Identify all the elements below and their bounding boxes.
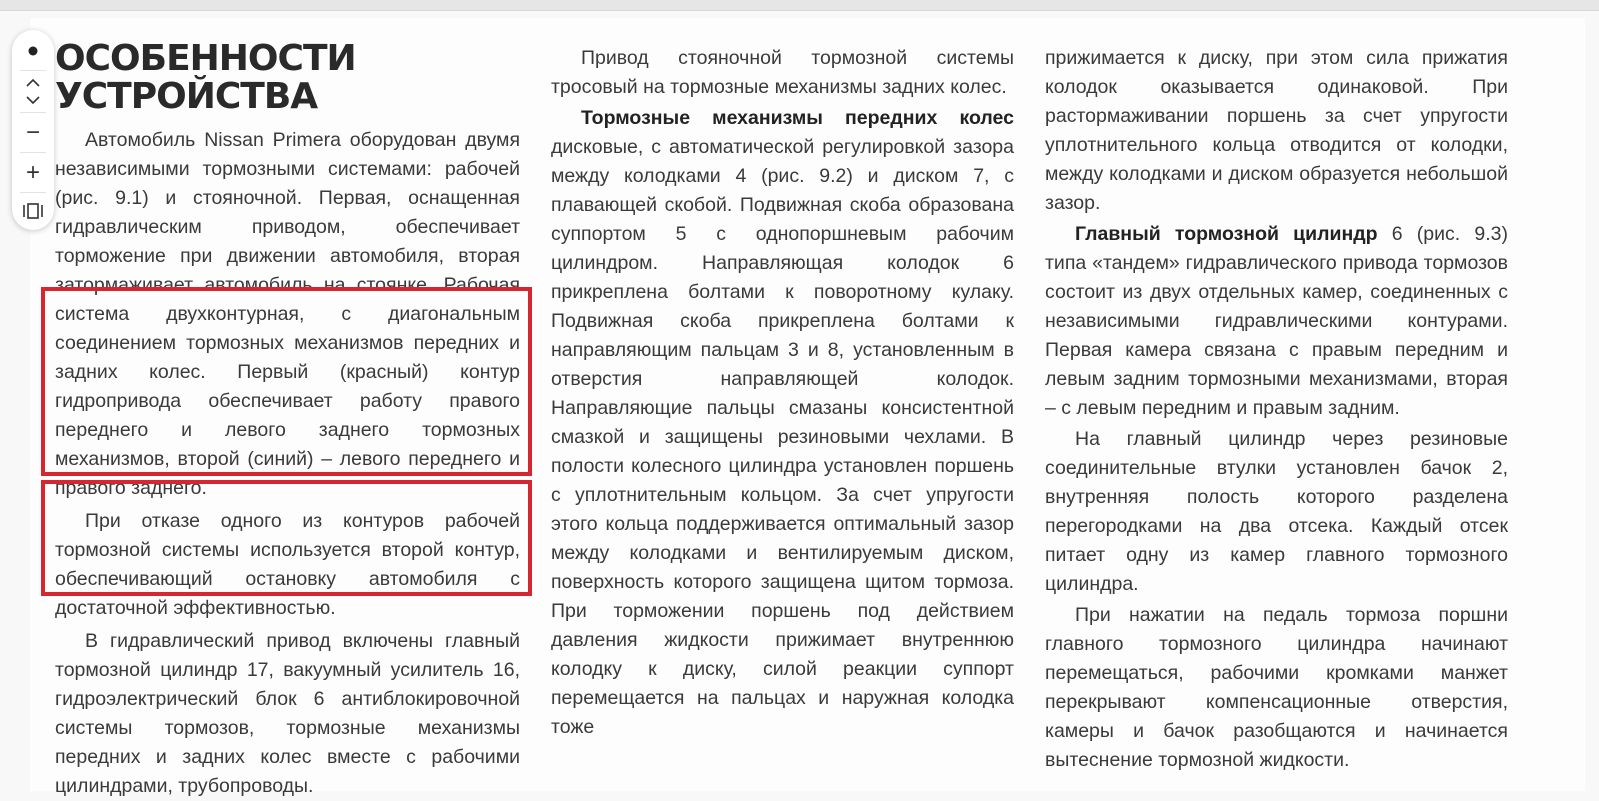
fit-page-icon[interactable]: [12, 194, 54, 228]
dot-icon[interactable]: [12, 34, 54, 68]
paragraph: При отказе одного из контуров рабочей тормозной системы используется второй контур, обеспечивающий остановку автомобиля с достаточной эффективностью.: [55, 510, 520, 619]
chevron-down-icon[interactable]: [12, 92, 54, 108]
paragraph-text: дисковые, с автоматической регулировкой зазора между колодками 4 (рис. 9.2) и диском 7, с плавающей скобой. Подвижная скоба образована суппортом 5 с однопоршневым рабочим цилиндром. Направляющая колодок 6 прикреплена болтами к поворотному кулаку. Подвижная скоба прикреплена болтами к направляющим пальцам 3 и 8, установленным в отверстия направляющей колодок. Направляющие пальцы смазаны консистентной смазкой и защищены резиновыми чехлами. В полости колесного цилиндра установлен поршень с уплотнительным кольцом. За счет упругости этого кольца поддерживается оптимальный зазор между колодками и вентилируемым диском, поверхность которого защищена щитом тормоза. При торможении поршень под действием давления жидкости прижимает внутреннюю колодку к диску, силой реакции суппорт перемещается на пальцах и наружная колодка тоже: [551, 136, 1014, 738]
paragraph: На главный цилиндр через резиновые соединительные втулки установлен бачок 2, внутренняя полость которого разделена перегородками на два отсека. Каждый отсек питает одну из камер главного тормозного цилиндра.: [1045, 428, 1508, 595]
chevron-up-icon[interactable]: [12, 74, 54, 90]
zoom-out-button[interactable]: −: [25, 119, 40, 146]
paragraph: [551, 104, 1014, 742]
text-column-1: [55, 38, 520, 801]
paragraph: В гидравлический привод включены главный тормозной цилиндр 17, вакуумный усилитель 16, гидроэлектрический блок 6 антиблокировочной системы тормозов, тормозные механизмы передних и задних колес вместе с рабочими цилиндрами, трубопроводы.: [55, 630, 520, 797]
paragraph: прижимается к диску, при этом сила прижатия колодок оказывается одинаковой. При растормаживании поршень за счет упругости уплотнительного кольца отводится от колодки, между колодками и диском образуется небольшой зазор.: [1045, 47, 1508, 214]
paragraph: [1045, 220, 1508, 423]
paragraph: При нажатии на педаль тормоза поршни главного тормозного цилиндра начинают перемещаться, рабочими кромками манжет перекрывают компенсационные отверстия, камеры и бачок разобщаются и начинается вытеснение тормозной жидкости.: [1045, 604, 1508, 771]
paragraph: Привод стояночной тормозной системы тросовый на тормозные механизмы задних колес.: [551, 47, 1014, 98]
viewer-top-bar: [0, 0, 1599, 11]
bold-lead: Главный тормозной цилиндр: [1075, 223, 1378, 245]
bold-lead: Тормозные механизмы передних колес: [581, 107, 1014, 129]
zoom-in-button[interactable]: +: [25, 159, 40, 186]
paragraph: Автомобиль Nissan Primera оборудован двумя независимыми тормозными системами: рабочей (рис. 9.1) и стояночной. Первая, оснащенная гидравлическим приводом, обеспечивает торможение при движении автомобиля, вторая затормаживает автомобиль на стоянке. Рабочая система двухконтурная, с диагональным соединением тормозных механизмов передних и задних колес. Первый (красный) контур гидропривода обеспечивает работу правого переднего и левого заднего тормозных механизмов, второй (синий) – левого переднего и правого заднего.: [55, 129, 520, 499]
text-column-3: [1045, 44, 1508, 775]
paragraph-text: 6 (рис. 9.3) типа «тандем» гидравлического привода тормозов состоит из двух отдельных камер, соединенных с независимыми гидравлическими контурами. Первая камера связана с правым передним и левым задним тормозными механизмами, вторая – с левым передним и правым задним.: [1045, 223, 1508, 419]
text-column-2: [551, 44, 1014, 742]
viewer-toolbar: [12, 30, 54, 230]
section-heading: [55, 40, 520, 116]
heading-line-1: ОСОБЕННОСТИ: [55, 38, 356, 79]
heading-line-2: УСТРОЙСТВА: [55, 76, 318, 117]
